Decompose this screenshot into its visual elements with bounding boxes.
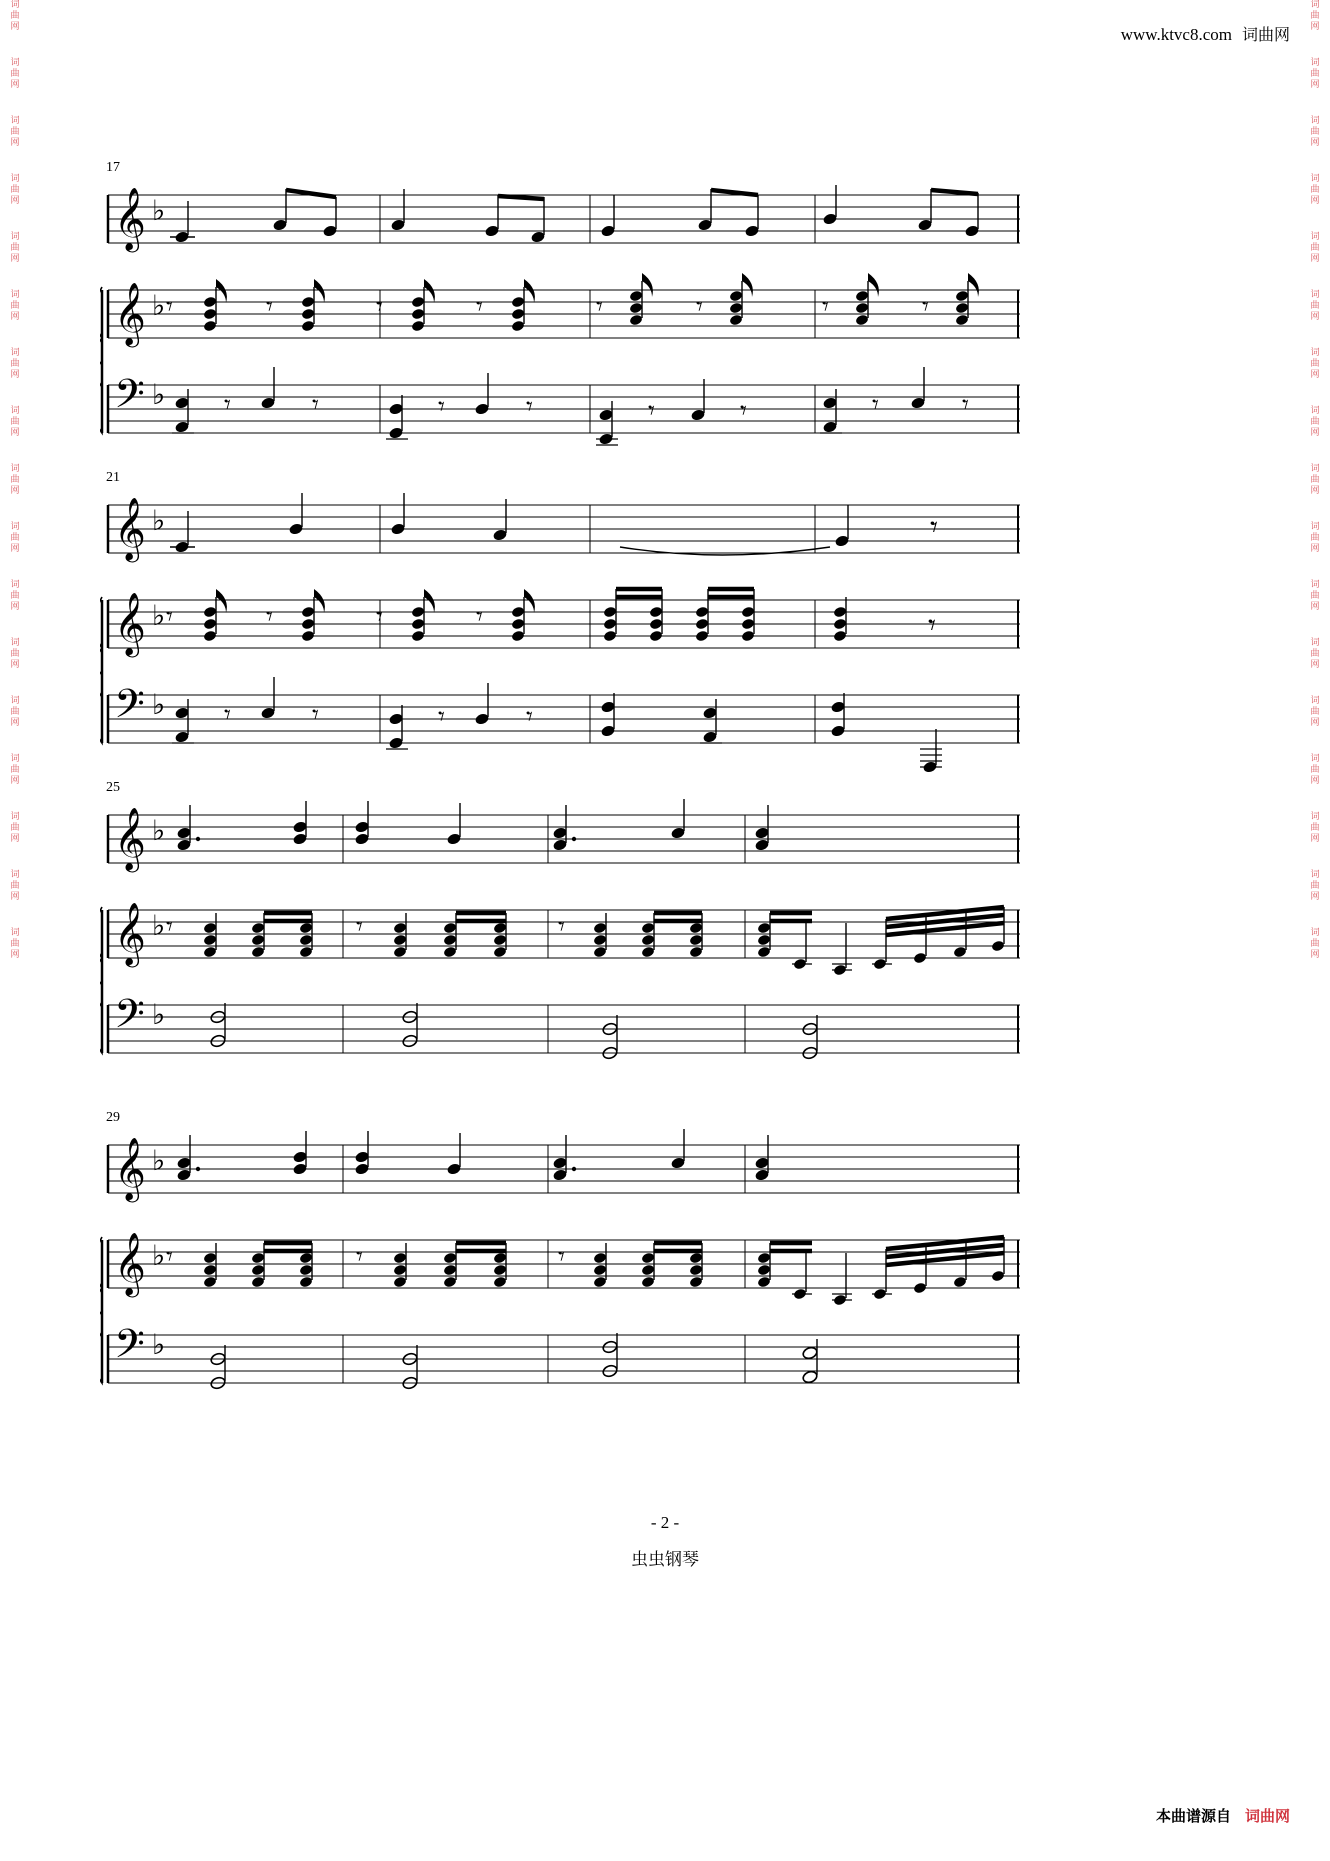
flat-sign: ♭ [152, 1328, 166, 1361]
watermark-mark: 词 曲 网 [1310, 0, 1320, 32]
watermark-mark: 词 曲 网 [1310, 638, 1320, 670]
system-4 [100, 1125, 1020, 1415]
watermark-mark: 词 曲 网 [1310, 232, 1320, 264]
tie [620, 547, 830, 555]
watermark-mark: 词 曲 网 [1310, 522, 1320, 554]
watermark-mark: 词 曲 网 [1310, 290, 1320, 322]
svg-text:𝄾: 𝄾 [312, 700, 319, 730]
measure-number-21: 21 [106, 470, 120, 485]
page-number: - 2 - [650, 1513, 680, 1532]
watermark-mark: 词 曲 网 [10, 696, 20, 728]
svg-text:𝄾: 𝄾 [438, 702, 445, 732]
flat-sign: ♭ [152, 909, 166, 942]
piano-rh-notes-2 [166, 589, 936, 643]
svg-text:𝄾: 𝄾 [438, 392, 445, 422]
footer-source [1156, 1805, 1290, 1826]
piano-rh-staff-1 [108, 290, 1020, 338]
watermark-mark: 词 曲 网 [1310, 696, 1320, 728]
header-site-url [1121, 22, 1290, 45]
treble-clef: 𝄞 [114, 902, 146, 965]
treble-clef: 𝄞 [114, 592, 146, 655]
svg-text:𝄾: 𝄾 [476, 292, 483, 322]
watermark-mark: 词 曲 网 [10, 638, 20, 670]
watermark-mark: 词 曲 网 [10, 116, 20, 148]
watermark-mark: 词 曲 网 [1310, 58, 1320, 90]
svg-text:𝄾: 𝄾 [476, 602, 483, 632]
melody-staff-1 [108, 195, 1020, 243]
svg-text:𝄾: 𝄾 [822, 292, 829, 322]
flat-sign: ♭ [152, 1144, 166, 1177]
augmentation-dot [572, 837, 576, 841]
flat-sign: ♭ [152, 599, 166, 632]
measure-number-25: 25 [106, 780, 120, 795]
watermark-mark: 词 曲 网 [1310, 348, 1320, 380]
svg-text:𝄾: 𝄾 [526, 392, 533, 422]
watermark-mark: 词 曲 网 [1310, 406, 1320, 438]
watermark-mark: 词 曲 网 [1310, 870, 1320, 902]
svg-text:𝄾: 𝄾 [596, 292, 603, 322]
watermark-mark: 词 曲 网 [10, 290, 20, 322]
melody-staff-2 [108, 505, 1020, 553]
watermark-mark: 词 曲 网 [10, 58, 20, 90]
melody-staff-3 [108, 815, 1020, 863]
watermark-mark: 词 曲 网 [10, 580, 20, 612]
svg-text:𝄾: 𝄾 [356, 1242, 363, 1272]
footer-source-site[interactable]: 词曲网 [1244, 1807, 1290, 1825]
bass-clef: 𝄢 [114, 991, 145, 1047]
flat-sign: ♭ [152, 194, 166, 227]
svg-text:𝄾: 𝄾 [558, 912, 565, 942]
bass-clef: 𝄢 [114, 1321, 145, 1377]
melody-staff-4 [108, 1145, 1020, 1193]
treble-clef: 𝄞 [114, 282, 146, 345]
augmentation-dot [572, 1167, 576, 1171]
treble-clef: 𝄞 [114, 1137, 146, 1200]
svg-text:𝄾: 𝄾 [376, 602, 383, 632]
svg-text:𝄾: 𝄾 [648, 396, 655, 426]
svg-text:𝄾: 𝄾 [962, 390, 969, 420]
watermark-mark: 词 曲 网 [1310, 928, 1320, 960]
svg-text:𝄾: 𝄾 [166, 912, 173, 942]
svg-text:𝄾: 𝄾 [166, 602, 173, 632]
piano-rh-staff-2 [108, 600, 1020, 648]
svg-text:𝄾: 𝄾 [224, 390, 231, 420]
watermark-mark: 词 曲 网 [10, 406, 20, 438]
flat-sign: ♭ [152, 998, 166, 1031]
treble-clef: 𝄞 [114, 807, 146, 870]
melody-notes-3 [176, 799, 769, 852]
system-1-engraving [100, 175, 1020, 455]
watermark-mark: 词 曲 网 [10, 348, 20, 380]
watermark-mark: 词 曲 网 [10, 464, 20, 496]
svg-text:𝄾: 𝄾 [356, 912, 363, 942]
footer-brand: 虫虫钢琴 [631, 1550, 699, 1570]
svg-text:𝄾: 𝄾 [166, 1242, 173, 1272]
treble-clef: 𝄞 [114, 187, 146, 250]
svg-text:𝄾: 𝄾 [526, 702, 533, 732]
piano-lh-notes-3 [210, 1003, 819, 1060]
watermark-mark: 词 曲 网 [1310, 754, 1320, 786]
piano-rh-notes-4 [166, 1237, 1005, 1306]
system-3 [100, 795, 1020, 1085]
piano-lh-staff-4 [108, 1335, 1020, 1383]
svg-text:𝄾: 𝄾 [312, 390, 319, 420]
piano-lh-notes-4 [210, 1333, 819, 1390]
watermark-column-left [2, 0, 28, 1861]
flat-sign: ♭ [152, 1239, 166, 1272]
header-url-text: www.ktvc8.com [1120, 25, 1232, 44]
svg-text:𝄾: 𝄾 [266, 292, 273, 322]
bass-clef: 𝄢 [114, 681, 145, 737]
watermark-column-right [1302, 0, 1328, 1861]
piano-lh-notes-2 [172, 677, 942, 774]
treble-clef: 𝄞 [114, 1232, 146, 1295]
system-1 [100, 175, 1020, 455]
header-site-cn: 词曲网 [1241, 25, 1290, 44]
svg-text:𝄾: 𝄾 [224, 700, 231, 730]
piano-lh-notes-1 [172, 367, 969, 446]
svg-text:𝄾: 𝄾 [922, 292, 929, 322]
augmentation-dot [196, 1167, 200, 1171]
watermark-mark: 词 曲 网 [1310, 464, 1320, 496]
quarter-rest: 𝄾 [930, 510, 938, 545]
system-2 [100, 485, 1020, 775]
piano-rh-notes-1 [166, 273, 979, 332]
watermark-mark: 词 曲 网 [10, 522, 20, 554]
watermark-mark: 词 曲 网 [10, 870, 20, 902]
flat-sign: ♭ [152, 504, 166, 537]
piano-rh-notes-3 [166, 907, 1005, 976]
watermark-mark: 词 曲 网 [10, 0, 20, 32]
augmentation-dot [196, 837, 200, 841]
svg-text:𝄾: 𝄾 [558, 1242, 565, 1272]
watermark-mark: 词 曲 网 [1310, 580, 1320, 612]
svg-text:𝄾: 𝄾 [696, 292, 703, 322]
watermark-mark: 词 曲 网 [1310, 812, 1320, 844]
watermark-mark: 词 曲 网 [1310, 174, 1320, 206]
watermark-mark: 词 曲 网 [10, 754, 20, 786]
melody-notes-4 [176, 1129, 769, 1182]
watermark-mark: 词 曲 网 [10, 928, 20, 960]
melody-notes-2 [170, 493, 938, 555]
treble-clef: 𝄞 [114, 497, 146, 560]
piano-lh-staff-1 [108, 385, 1020, 433]
flat-sign: ♭ [152, 814, 166, 847]
system-3-engraving [100, 795, 1020, 1085]
flat-sign: ♭ [152, 378, 166, 411]
measure-number-29: 29 [106, 1110, 120, 1125]
system-2-engraving [100, 485, 1020, 775]
watermark-mark: 词 曲 网 [10, 232, 20, 264]
watermark-mark: 词 曲 网 [10, 174, 20, 206]
flat-sign: ♭ [152, 688, 166, 721]
svg-text:𝄾: 𝄾 [376, 292, 383, 322]
svg-text:𝄾: 𝄾 [740, 396, 747, 426]
watermark-mark: 词 曲 网 [10, 812, 20, 844]
measure-number-17: 17 [106, 160, 120, 175]
flat-sign: ♭ [152, 289, 166, 322]
bass-clef: 𝄢 [114, 371, 145, 427]
svg-text:𝄾: 𝄾 [166, 292, 173, 322]
melody-notes-1 [170, 185, 980, 244]
footer-source-prefix: 本曲谱源自 [1155, 1807, 1231, 1825]
quarter-rest: 𝄾 [928, 608, 936, 643]
svg-text:𝄾: 𝄾 [872, 390, 879, 420]
svg-text:𝄾: 𝄾 [266, 602, 273, 632]
watermark-mark: 词 曲 网 [1310, 116, 1320, 148]
piano-lh-staff-2 [108, 695, 1020, 743]
system-4-engraving [100, 1125, 1020, 1415]
piano-lh-staff-3 [108, 1005, 1020, 1053]
